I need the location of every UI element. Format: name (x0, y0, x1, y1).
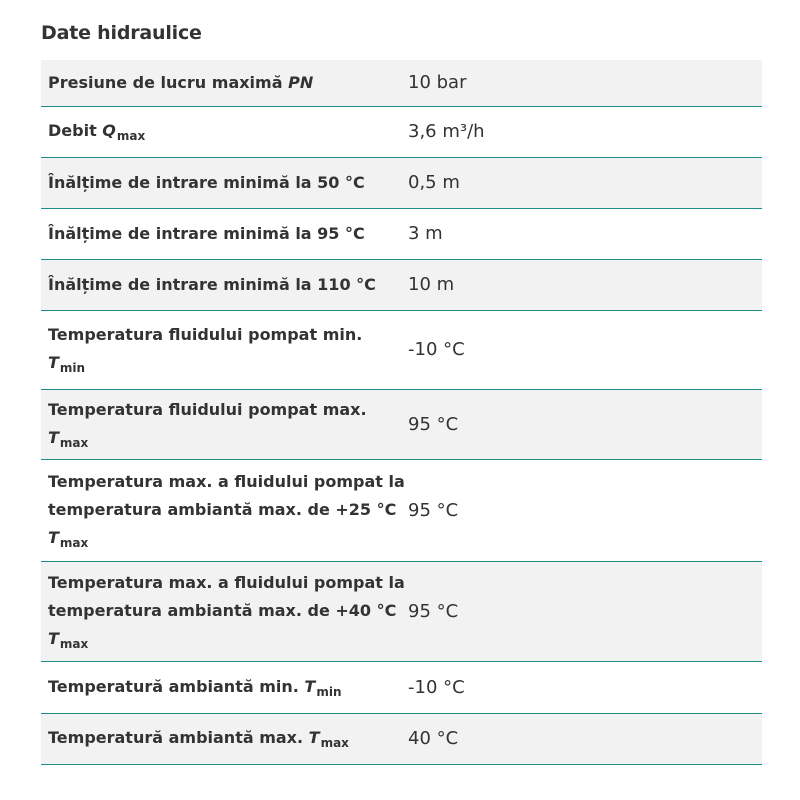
row-label-text: Înălțime de intrare minimă la 95 °C (48, 223, 365, 243)
row-value-text: 95 °C (408, 499, 459, 521)
row-symbol: PN (288, 72, 314, 92)
row-value-text: 95 °C (408, 600, 459, 622)
row-subscript: max (59, 636, 89, 651)
row-value (408, 459, 762, 561)
row-label-text: Temperatura fluidului pompat min. (48, 325, 363, 344)
row-value-text: 3,6 m³/h (408, 121, 485, 142)
row-value (408, 561, 762, 661)
table-row (41, 310, 762, 389)
row-label-text: Temperatură ambiantă max. (48, 728, 304, 747)
row-label-text: Temperatura max. a fluidului pompat la temperatura ambiantă max. de +25 °C (48, 471, 405, 519)
row-symbol: T (48, 427, 59, 447)
row-symbol: T (304, 676, 316, 696)
row-label-text: Temperatura fluidului pompat max. (48, 399, 367, 419)
row-value-text: 10 bar (408, 72, 467, 94)
row-value-text: -10 °C (408, 339, 465, 360)
table-row (41, 157, 762, 208)
row-symbol: T (48, 527, 59, 547)
row-symbol: Q (102, 121, 116, 140)
hydraulic-data-table (41, 60, 762, 765)
table-row (41, 661, 762, 713)
row-subscript: max (59, 535, 89, 550)
row-subscript: max (59, 435, 89, 450)
row-value-text: 0,5 m (408, 172, 460, 193)
row-value-text: -10 °C (408, 676, 465, 698)
row-label (41, 259, 408, 310)
row-value-text: 95 °C (408, 413, 459, 435)
row-subscript: max (116, 129, 146, 143)
row-subscript: min (59, 361, 86, 375)
row-symbol: T (48, 628, 59, 648)
row-value (408, 208, 762, 259)
table-row (41, 208, 762, 259)
row-label (41, 106, 408, 157)
row-value-text: 3 m (408, 223, 443, 244)
row-value-text: 40 °C (408, 728, 459, 749)
row-value-text: 10 m (408, 274, 455, 295)
row-label-text: Debit (48, 121, 97, 140)
section-title: Date hidraulice (41, 22, 202, 44)
row-label (41, 208, 408, 259)
row-label (41, 157, 408, 208)
table-row (41, 389, 762, 459)
row-label (41, 389, 408, 459)
table-row (41, 561, 762, 661)
row-label-text: Înălțime de intrare minimă la 110 °C (48, 274, 376, 294)
table-row (41, 259, 762, 310)
row-subscript: max (320, 736, 349, 750)
row-value (408, 60, 762, 106)
row-value (408, 106, 762, 157)
row-label (41, 561, 408, 661)
row-label (41, 661, 408, 713)
row-label-text: Temperatura max. a fluidului pompat la temperatura ambiantă max. de +40 °C (48, 572, 405, 620)
row-label (41, 713, 408, 764)
row-value (408, 157, 762, 208)
table-row (41, 459, 762, 561)
row-value (408, 310, 762, 389)
row-value (408, 661, 762, 713)
table-row (41, 60, 762, 106)
row-value (408, 389, 762, 459)
row-value (408, 259, 762, 310)
row-label-text: Înălțime de intrare minimă la 50 °C (48, 172, 365, 192)
row-symbol: T (308, 728, 320, 747)
row-label (41, 459, 408, 561)
row-label-text: Temperatură ambiantă min. (48, 676, 299, 696)
row-symbol: T (48, 353, 59, 372)
table-row (41, 106, 762, 157)
row-label-text: Presiune de lucru maximă (48, 72, 283, 92)
row-subscript: min (316, 684, 342, 699)
table-row (41, 713, 762, 764)
row-value (408, 713, 762, 764)
row-label (41, 60, 408, 106)
row-label (41, 310, 408, 389)
